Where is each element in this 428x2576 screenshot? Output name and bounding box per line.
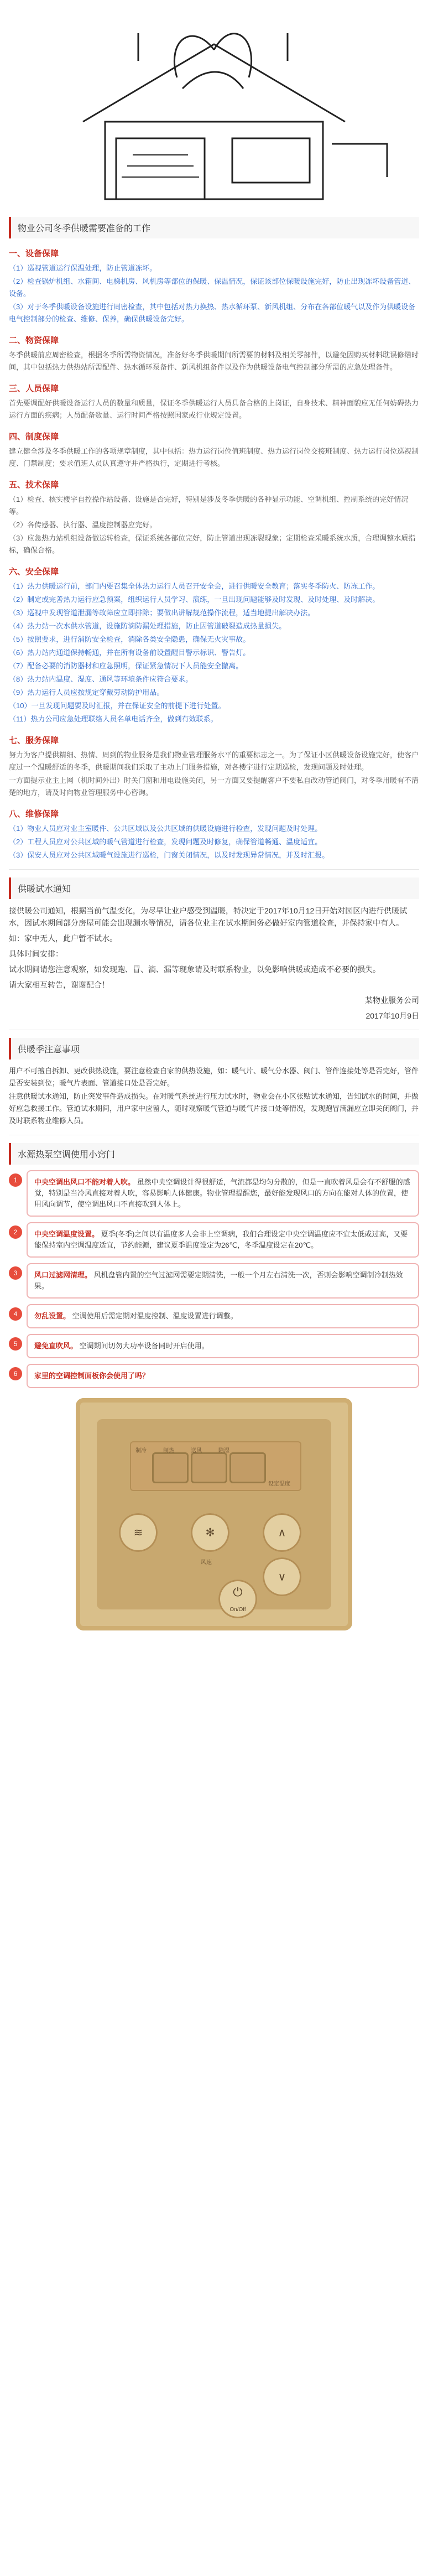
notice-title: 供暖试水通知 — [9, 877, 419, 899]
arrow-up-icon: ∧ — [278, 1526, 286, 1539]
tip-number: 1 — [9, 1173, 22, 1187]
mode-label-cool: 制冷 — [135, 1448, 147, 1454]
fan-icon: ✻ — [205, 1526, 215, 1539]
block-para: （2）各传感器、执行器、温度控制器应完好。 — [9, 521, 157, 529]
block-title: 八、维修保障 — [9, 809, 59, 819]
notice-para: 如：家中无人，此户暂不试水。 — [9, 934, 117, 943]
block-title: 四、制度保障 — [9, 432, 59, 442]
tip-text: 夏季(冬季)之间以有温度多人会非上空调病，我们合理设定中央空调温度应不宜太低或过高，又要能保持室内空调温度适宜，节约能源，建议夏季温度设定为26℃，冬季温度设定在20℃。 — [34, 1230, 408, 1249]
notice-para: 具体时间安排： — [9, 949, 63, 958]
fan-speed-label: 风速 — [201, 1560, 212, 1566]
block-para: （1）巡视管道运行保温处理，防止管道冻坏。 — [9, 264, 157, 272]
tip-lead: 风口过滤网清理。 — [34, 1271, 92, 1279]
tip-card — [27, 1222, 419, 1258]
block-para: （2）检查锅炉机组、水箱间、电梯机房、风机房等部位的保暖、保温情况，保证该部位保暖设施完好，防止出现冻坏设备管道、设备。 — [9, 277, 416, 298]
ac-tip-item — [9, 1263, 419, 1299]
mode-button[interactable] — [119, 1513, 158, 1552]
tip-number: 5 — [9, 1337, 22, 1351]
block-para: （6）热力站内通道保持畅通，并在所有设备前设置醒目警示标识、警告灯。 — [9, 648, 250, 657]
block-para: （11）热力公司应急处理联络人员名单电话齐全，做到有效联系。 — [9, 715, 218, 723]
mode-icon: ≋ — [133, 1526, 143, 1539]
block-title: 二、物资保障 — [9, 336, 59, 345]
block-tech — [0, 479, 428, 557]
tip-lead: 勿乱设置。 — [34, 1312, 71, 1320]
tip-number: 4 — [9, 1307, 22, 1321]
ac-tip-item — [9, 1364, 419, 1388]
block-para: 首先要调配好供暖设备运行人员的数量和质量，保证冬季供暖运行人员具备合格的上岗证，自身技术、精神面貌应无任何妨碍热力运行方面的疾病；人员配备数量、运行时间严格按照国家或行业规定设置。 — [9, 399, 419, 419]
block-title: 三、人员保障 — [9, 384, 59, 393]
temp-label: 设定温度 — [268, 1481, 290, 1487]
block-para: （9）热力运行人员应按规定穿戴劳动防护用品。 — [9, 688, 164, 697]
block-para: 一方面提示业主上网（机时间外出）时关门窗和用电设施关闭，另一方面又要提醒客户不要私自改动管道阀门，对冬季用暖有不清楚的地方，请及时向物业管理服务中心咨询。 — [9, 776, 419, 797]
display-digit — [152, 1452, 189, 1483]
hero-illustration — [0, 0, 428, 210]
tip-card — [27, 1263, 419, 1299]
block-para: （10）一旦发现问题要及时汇报，并在保证安全的前提下进行处置。 — [9, 702, 226, 710]
block-para: （3）保安人员应对公共区域暖气设施进行巡检，门窗关闭情况，以及时发现异常情况，并及时汇报。 — [9, 851, 330, 859]
block-para: 努力为客户提供精细、热情、周到的物业服务是我们物业管理服务水平的重要标志之一。为了保证小区供暖设备设施完好，使客户度过一个温暖舒适的冬季，供暖期间我们采取了主动上门服务措施，对各楼宇进行定期巡检，发现问题及时处理。 — [9, 751, 419, 771]
ac-title: 水源热泵空调使用小窍门 — [9, 1143, 419, 1165]
tip-lead: 家里的空调控制面板你会使用了吗？ — [34, 1372, 150, 1380]
divider — [9, 869, 419, 870]
notice-body — [0, 905, 428, 1022]
tip-card — [27, 1304, 419, 1328]
block-para: 冬季供暖前应周密检查，根据冬季所需物资情况，准备好冬季供暖期间所需要的材料及相关零部件，以避免因购买材料耽误修缮时间，其中包括热力供热站所需配件、热水循环泵备件、新风机组备件以及作为供暖设备电气控制部分所需的应急处理备件。 — [9, 351, 419, 371]
arrow-down-icon: ∨ — [278, 1571, 286, 1583]
block-para: （1）热力供暖运行前，部门内要召集全体热力运行人员召开安全会，进行供暖安全教育；落实冬季防火、防冻工作。 — [9, 582, 380, 590]
block-para: （3）应急热力站机组设备做运转检查，保证系统各部位完好，防止管道出现冻裂现象；定期检查采暖系统水质，合理调整水质指标，确保合格。 — [9, 534, 416, 554]
thermostat-panel — [76, 1398, 352, 1630]
notice-signature: 某物业服务公司 — [365, 996, 419, 1005]
power-icon: ⏻ — [233, 1585, 243, 1599]
notice-para: 请大家相互转告，谢谢配合！ — [9, 980, 109, 989]
block-para: （5）按照要求，进行消防安全检查，消除各类安全隐患，确保无火灾事故。 — [9, 635, 250, 643]
block-para: （1）物业人员应对业主室暖件、公共区域以及公共区域的供暖设施进行检查，发现问题及时处理。 — [9, 824, 322, 833]
tip-text: 风机盘管内置的空气过滤网需要定期清洗，一般一个月左右清洗一次，否则会影响空调制冷制热效果。 — [34, 1271, 403, 1290]
tip-number: 2 — [9, 1225, 22, 1239]
block-para: （3）对于冬季供暖设备设施进行周密检查，其中包括对热力换热、热水循环泵、新风机组、分布在各部位暖气以及作为供暖设备电气控制部分的检查、维修、保养，确保供暖设备完好。 — [9, 303, 416, 323]
mode-label-dry: 除湿 — [218, 1448, 229, 1454]
block-title: 六、安全保障 — [9, 567, 59, 577]
block-materials — [0, 334, 428, 373]
temp-down-button[interactable] — [263, 1557, 301, 1596]
block-system — [0, 430, 428, 470]
block-para: （4）热力站一次水供水管道，设施防滴防漏处理措施，防止因管道破裂造成热量损失。 — [9, 622, 286, 630]
block-para: （7）配备必要的消防器材和应急照明，保证紧急情况下人员能安全撤离。 — [9, 662, 243, 670]
display-digit — [229, 1452, 266, 1483]
ac-tip-item — [9, 1222, 419, 1258]
notice-para: 接供暖公司通知，根据当前气温变化，为尽早让业户感受到温暖，特决定于2017年10月12日开始对园区内进行供暖试水，因试水期间部分房屋可能会出现漏水等情况，请各位业主在试水期间务必做好室内管道检查，并保持家中有人。 — [9, 906, 408, 927]
tip-lead: 中央空调出风口不能对着人吹。 — [34, 1178, 135, 1186]
ac-tip-list — [9, 1170, 419, 1388]
block-service — [0, 734, 428, 799]
block-maintenance — [0, 808, 428, 861]
block-device — [0, 247, 428, 325]
mode-label-fan: 送风 — [191, 1448, 202, 1454]
block-para: （8）热力站内温度、湿度、通风等环境条件应符合要求。 — [9, 675, 193, 683]
power-label: On/Off — [229, 1607, 246, 1613]
block-safety — [0, 565, 428, 725]
heating-para: 注意供暖试水通知，防止突发事件造成损失。在对暖气系统进行压力试水时，物业会在小区张贴试水通知，告知试水的时间，并做好应急救援工作。管道试水期间，用户家中应留人，随时观察暖气管道与暖气片接口处等情况，发现跑冒滴漏应立即关闭阀门，并及时联系物业维修人员。 — [9, 1092, 419, 1125]
tip-number: 6 — [9, 1367, 22, 1380]
tip-number: 3 — [9, 1266, 22, 1280]
tip-card — [27, 1334, 419, 1358]
tip-text: 虽然中央空调设计得很舒适，气流都是均匀分散的，但是一直吹着风是会有不舒服的感觉，特别是当冷风直接对着人吹，容易影响人体健康。物业管理提醒您，最好能发现风口的方向在能对人体的位置，使用风向调节，使空调出风口不直接吹到人体上。 — [34, 1178, 410, 1208]
tip-text: 空调使用后需定期对温度控制、温度设置进行调整。 — [72, 1312, 238, 1320]
tip-lead: 中央空调温度设置。 — [34, 1230, 100, 1238]
block-title: 一、设备保障 — [9, 249, 59, 258]
tip-card — [27, 1170, 419, 1217]
block-staff — [0, 382, 428, 422]
block-para: 建立健全涉及冬季供暖工作的各项规章制度，其中包括：热力运行岗位值班制度、热力运行岗位交接班制度、热力运行岗位巡视制度、门禁制度；要求值班人员认真遵守并严格执行，定期进行考核。 — [9, 447, 419, 468]
tip-lead: 避免直吹风。 — [34, 1342, 78, 1350]
tip-text: 空调期间切勿大功率设备同时开启使用。 — [79, 1342, 209, 1350]
notice-date: 2017年10月9日 — [366, 1011, 419, 1020]
block-para: （2）工程人员应对公共区域的暖气管道进行检查，发现问题及时修复，确保管道畅通、温度适宜。 — [9, 838, 322, 846]
temp-up-button[interactable] — [263, 1513, 301, 1552]
block-para: （3）巡视中发现管道泄漏等故障应立即排除；要做出讲解规范操作流程，适当地提出解决办法。 — [9, 609, 315, 617]
panel-display — [130, 1441, 301, 1491]
notice-para: 试水期间请您注意观察，如发现跑、冒、滴、漏等现象请及时联系物业，以免影响供暖或造成不必要的损失。 — [9, 965, 380, 974]
ac-tip-item — [9, 1334, 419, 1358]
panel-inner — [97, 1419, 331, 1613]
power-button[interactable] — [218, 1580, 257, 1618]
fan-button[interactable] — [191, 1513, 229, 1552]
mode-label-heat: 制热 — [163, 1448, 174, 1454]
work-blocks — [0, 247, 428, 861]
heating-para: 用户不可擅自拆卸、更改供热设施，要注意检查自家的供热设施，如：暖气片、暖气分水器、阀门、管件连接处等是否完好，管件是否安装到位；暖气片表面、管道接口处是否完好。 — [9, 1067, 419, 1087]
heating-body — [0, 1065, 428, 1127]
ac-tip-item — [9, 1170, 419, 1217]
block-title: 五、技术保障 — [9, 480, 59, 490]
display-digit — [191, 1452, 227, 1483]
block-title: 七、服务保障 — [9, 736, 59, 745]
block-para: （1）检查、核实楼宇自控操作站设备、设施是否完好，特别是涉及冬季供暖的各种显示功能、空调机组、控制系统的完好情况等。 — [9, 495, 409, 516]
heating-title: 供暖季注意事项 — [9, 1038, 419, 1060]
block-para: （2）制定或完善热力运行应急预案，组织运行人员学习、演练，一旦出现问题能够及时发现、及时处理、及时解决。 — [9, 595, 380, 604]
tip-card — [27, 1364, 419, 1388]
work-section-title: 物业公司冬季供暖需要准备的工作 — [9, 217, 419, 238]
ac-tip-item — [9, 1304, 419, 1328]
